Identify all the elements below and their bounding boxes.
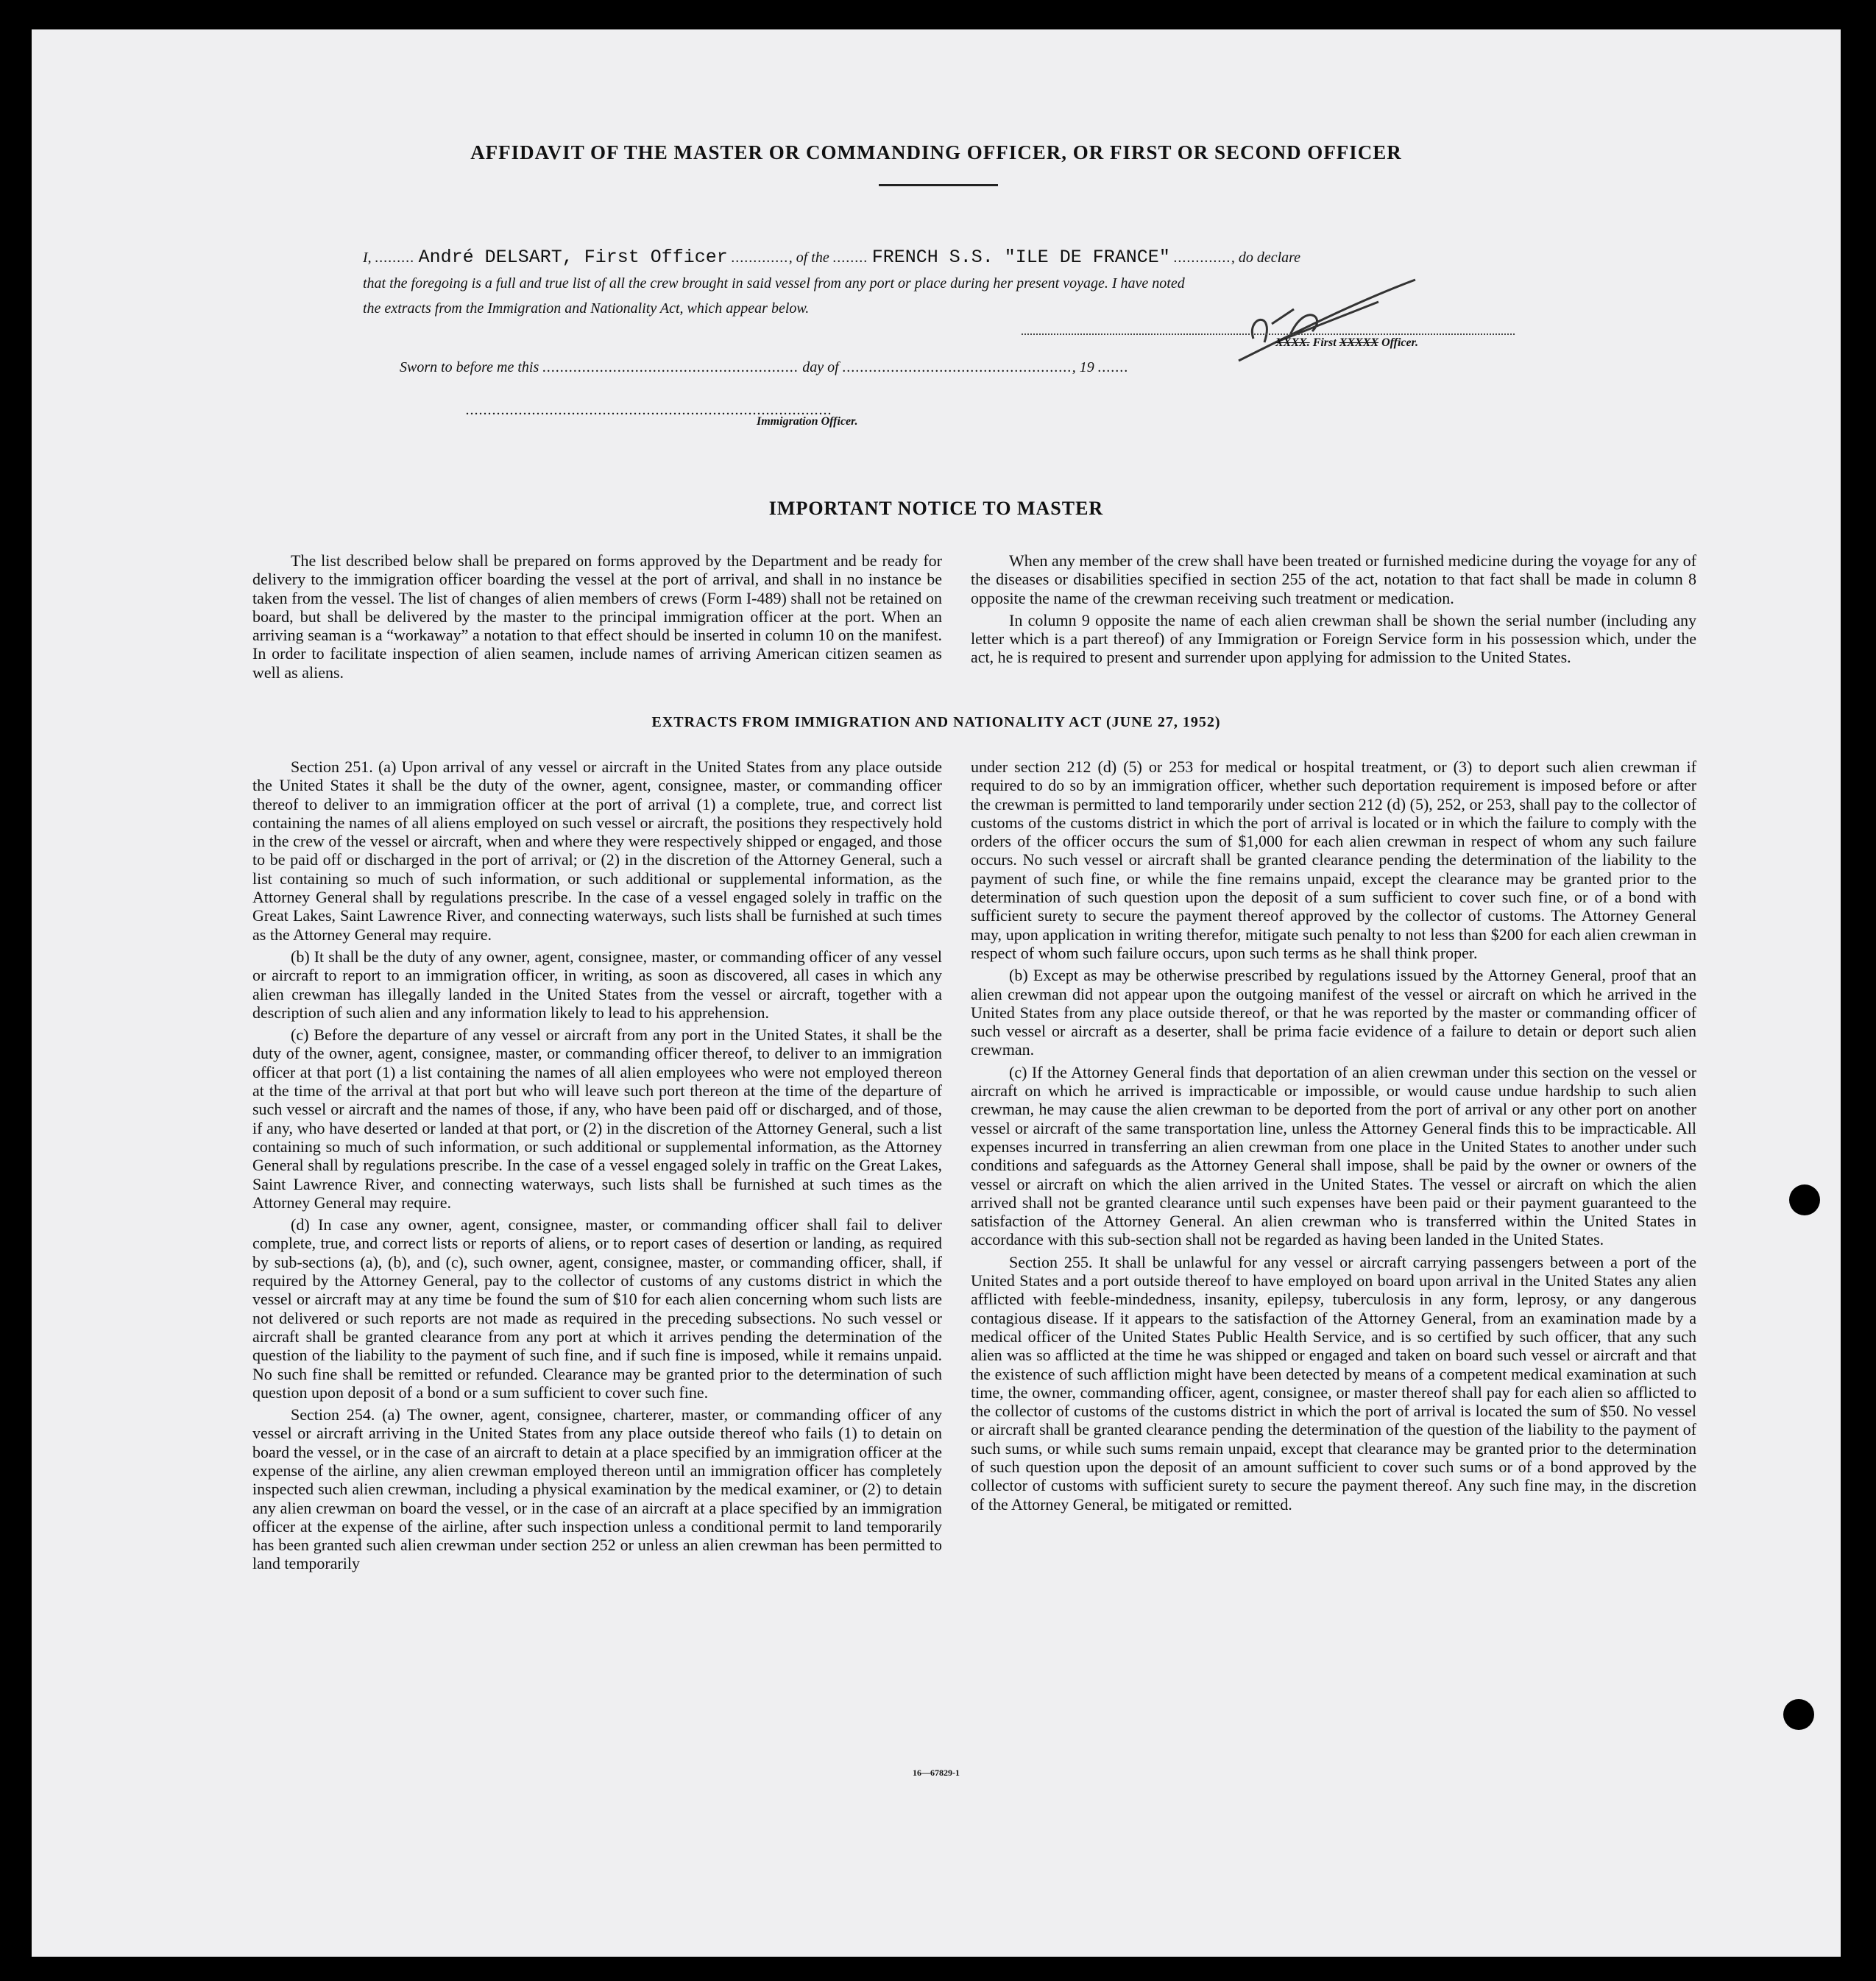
first-label: First <box>1312 336 1337 349</box>
section-254-a: Section 254. (a) The owner, agent, consignee, charterer, master, or commanding officer of any vessel or aircraft arriving in the United States from any place outside thereof who fails (1) to detain on board the vessel, or in the case of an aircraft to detain at a place specified by an immigration officer at the expense of the airline, any alien crewman employed thereon until an immigration officer has completely inspected such alien crewman, including a physical examination by the medical examiner, or (2) to detain any alien crewman on board the vessel, or in the case of an aircraft at a place specified by an immigration officer at the expense of the airline, after such inspection unless a conditional permit to land temporarily has been granted such alien crewman under section 252 or unless an alien crewman has been permitted to land temporarily <box>252 1405 942 1573</box>
section-251-b: (b) It shall be the duty of any owner, agent, consignee, master, or commanding officer of any vessel or aircraft to report to an immigration officer, in writing, as soon as discovered, all cases in which any alien crewman has illegally landed in the United States from the vessel or aircraft, together with a description of such alien and any information likely to lead to his apprehension. <box>252 947 942 1022</box>
declaration-line-1: I, ......... André DELSART, First Officer ............., of the ........ FRENCH S.S. "ILE DE FRANCE" ............., do declare <box>363 247 1301 268</box>
struck-second: XXXXX <box>1339 336 1379 349</box>
section-251-d: (d) In case any owner, agent, consignee, master, or commanding officer shall fail to deliver complete, true, and correct lists or reports of aliens, or to report cases of desertion or landing, as required by sub-sections (a), (b), and (c), such owner, agent, consignee, master, or commanding officer, shall, if required by the Attorney General, pay to the collector of customs of any customs district in which the vessel or aircraft may at any time be found the sum of $10 for each alien concerning whom such lists are not delivered or such reports are not made as required in the preceding subsections. No such vessel or aircraft shall be granted clearance from any port at which it arrives pending the determination of the question of the liability to the payment of such fine, and if such fine is imposed, while it remains unpaid. No such fine shall be remitted or refunded. Clearance may be granted prior to the determination of such question upon deposit of a bond or a sum sufficient to cover such fine. <box>252 1215 942 1402</box>
punch-hole <box>1789 1184 1820 1215</box>
document-page <box>32 29 1841 1957</box>
section-251-a: Section 251. (a) Upon arrival of any vessel or aircraft in the United States from any place outside the United States it shall be the duty of the owner, agent, consignee, master, or commanding officer thereof to deliver to an immigration officer at the port of arrival (1) a complete, true, and correct list containing the names of all aliens employed on such vessel or aircraft, the positions they respectively hold in the crew of the vessel or aircraft, when and where they were respectively shipped or engaged, and those to be paid off or discharged in the port of arrival; or (2) in the discretion of the Attorney General, such a list containing so much of such information, or such additional or supplemental information, as the Attorney General shall by regulations prescribe. In the case of a vessel engaged solely in traffic on the Great Lakes, Saint Lawrence River, and connecting waterways, such lists shall be furnished at such times as the Attorney General may require. <box>252 758 942 944</box>
notice-title: IMPORTANT NOTICE TO MASTER <box>768 498 1104 519</box>
notice-paragraph: When any member of the crew shall have been treated or furnished medicine during the voyage for any of the diseases or disabilities specified in section 255 of the act, notation to that fact shall be made in column 8 opposite the name of the crewman receiving such treatment or medication. <box>971 551 1696 607</box>
extracts-title: EXTRACTS FROM IMMIGRATION AND NATIONALITY ACT (JUNE 27, 1952) <box>651 714 1221 730</box>
affidavit-title: AFFIDAVIT OF THE MASTER OR COMMANDING OFFICER, OR FIRST OR SECOND OFFICER <box>470 141 1402 163</box>
officer-signature <box>1231 272 1423 368</box>
extracts-right-column <box>971 758 1696 1517</box>
signature-line <box>1022 333 1515 335</box>
declaration-line-2: that the foregoing is a full and true list of all the crew brought in said vessel from any port or place during her present voyage. I have noted <box>363 275 1185 292</box>
section-254-a-continued: under section 212 (d) (5) or 253 for medical or hospital treatment, or (3) to deport such alien crewman if required to do so by an immigration officer, whether such deportation requirement is imposed before or after the crewman is permitted to land temporarily under section 212 (d) (5), 252, or 253, shall pay to the collector of customs of the customs district in which the port of arrival is located or in which the failure to comply with the orders of the officer occurs the sum of $1,000 for each alien crewman in respect of whom any such failure occurs. No such vessel or aircraft shall be granted clearance pending the determination of the liability to the payment of such fine, or while the fine remains unpaid, except the clearance may be granted prior to the determination of such question upon the deposit of a sum sufficient to cover such fine, or of a bond with sufficient surety to secure the payment thereof approved by the collector of customs. The Attorney General may, upon application in writing therefor, mitigate such penalty to not less than $200 for each alien crewman in respect of whom such failure occurs, upon such terms as he shall think proper. <box>971 758 1696 962</box>
form-number: 16—67829-1 <box>913 1768 960 1778</box>
notice-left-column <box>252 551 942 685</box>
punch-hole <box>1783 1699 1814 1730</box>
section-251-c: (c) Before the departure of any vessel or aircraft from any port in the United States, it shall be the duty of the owner, agent, consignee, master, or commanding officer thereof, to deliver to an immigration officer at that port (1) a list containing the names of all alien employees who were not employed thereon at the time of the arrival at that port but who will leave such port thereon at the time of the departure of such vessel or aircraft and the names of those, if any, who have been paid off or discharged, and of those, if any, who have deserted or landed at that port, or (2) in the discretion of the Attorney General, such a list containing so much of such information, or such additional or supplemental information, as the Attorney General shall by regulations prescribe. In the case of a vessel engaged solely in traffic on the Great Lakes, Saint Lawrence River, and connecting waterways, such lists shall be furnished at such times as the Attorney General may require. <box>252 1025 942 1212</box>
sworn-line: Sworn to before me this .......................................................... day of ...................................................., 19 ....... <box>400 359 1129 375</box>
signature-caption <box>1275 336 1570 350</box>
notice-paragraph: The list described below shall be prepared on forms approved by the Department and be ready for delivery to the immigration officer boarding the vessel at the port of arrival, and shall in no instance be taken from the vessel. The list of changes of alien members of crews (Form I-489) shall not be retained on board, but shall be delivered by the master to the principal immigration officer at the port. When an arriving seaman is a “workaway” a notation to that effect should be inserted in column 10 on the manifest. In order to facilitate inspection of alien seamen, include names of arriving American citizen seamen as well as aliens. <box>252 551 942 682</box>
section-254-b: (b) Except as may be otherwise prescribed by regulations issued by the Attorney General, proof that an alien crewman did not appear upon the outgoing manifest of the vessel or aircraft on which he arrived in the United States from any place outside thereof, or that he was reported by the master or commanding officer of such vessel or aircraft as a deserter, shall be prima facie evidence of a failure to detain or deport such alien crewman. <box>971 966 1696 1059</box>
immigration-officer-line: ................................................................................... <box>466 402 832 418</box>
notice-right-column <box>971 551 1696 671</box>
title-rule <box>879 184 998 186</box>
vessel-name: FRENCH S.S. "ILE DE FRANCE" <box>871 247 1170 268</box>
year-label: , 19 <box>1072 359 1094 375</box>
sworn-label: Sworn to before me this <box>400 359 539 375</box>
section-255: Section 255. It shall be unlawful for any vessel or aircraft carrying passengers between a port of the United States and a port outside thereof to have employed on board upon arrival in the United States any alien afflicted with feeble-mindedness, insanity, epilepsy, tuberculosis in any form, leprosy, or any dangerous contagious disease. If it appears to the satisfaction of the Attorney General, from an examination made by a medical officer of the United States Public Health Service, and is so certified by such officer, that any such alien was so afflicted at the time he was shipped or engaged and taken on board such vessel or aircraft and that the existence of such affliction might have been detected by means of a competent medical examination at such time, the owner, commanding officer, agent, consignee, or master thereof shall pay for each alien so afflicted to the collector of customs of the customs district in which the port of arrival is located the sum of $50. No vessel or aircraft shall be granted clearance pending the determination of the question of the liability to the payment of such sums, or while such sums remain unpaid, except that clearance may be granted prior to the determination of such question upon the deposit of an amount sufficient to cover such sums or of a bond approved by the collector of customs with sufficient surety to secure the payment thereof. Any such fine may, in the discretion of the Attorney General, be mitigated or remitted. <box>971 1252 1696 1514</box>
i-label: I, <box>363 250 372 266</box>
declarant-name: André DELSART, First Officer <box>418 247 728 268</box>
do-declare-label: , do declare <box>1231 250 1301 266</box>
officer-label: Officer. <box>1381 336 1418 349</box>
extracts-left-column <box>252 758 942 1577</box>
declaration-line-3: the extracts from the Immigration and Nationality Act, which appear below. <box>363 300 810 317</box>
immigration-officer-label: Immigration Officer. <box>757 415 858 428</box>
notice-paragraph: In column 9 opposite the name of each alien crewman shall be shown the serial number (including any letter which is a part thereof) of any Immigration or Foreign Service form in his possession which, under the act, he is required to present and surrender upon applying for admission to the United States. <box>971 610 1696 667</box>
of-the-label: , of the <box>788 250 829 266</box>
struck-master: XXXX. <box>1275 336 1310 349</box>
day-of-label: day of <box>802 359 839 375</box>
section-254-c: (c) If the Attorney General finds that deportation of an alien crewman under this section on the vessel or aircraft on which he arrived is impracticable or impossible, or would cause undue hardship to such alien crewman, he may cause the alien crewman to be deported from the port of arrival or any other port on another vessel or aircraft of the same transportation line, unless the Attorney General finds this to be impracticable. All expenses incurred in transferring an alien crewman from one place in the United States to another under such conditions and safeguards as the Attorney General shall impose, shall be paid by the owner or owners of the vessel or aircraft on which the alien arrived in the United States. The vessel or aircraft on which the alien arrived shall not be granted clearance until such expenses have been paid or their payment guaranteed to the satisfaction of the Attorney General. An alien crewman who is transferred within the United States in accordance with this sub-section shall not be regarded as having been landed in the United States. <box>971 1062 1696 1249</box>
